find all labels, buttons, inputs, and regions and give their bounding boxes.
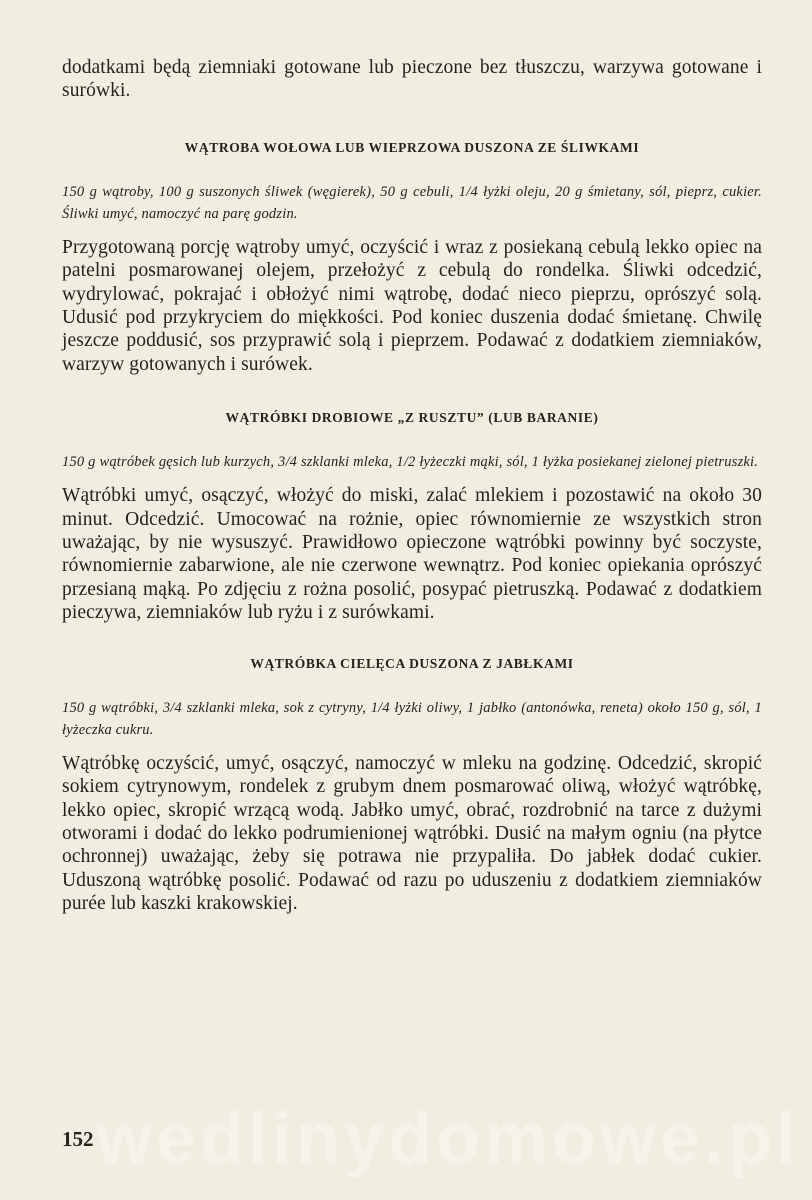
recipe-instructions-1: Przygotowaną porcję wątroby umyć, oczyścić i wraz z posiekaną cebulą lekko opiec na patelni posmarowanej olejem, przełożyć z cebulą do rondelka. Śliwki odcedzić, wydrylować, pokrajać i obłożyć nimi wątrobę, dodać nieco pieprzu, oprószyć solą. Udusić pod przykryciem do miękkości. Pod koniec duszenia dodać śmietanę. Chwilę jeszcze poddusić, sos przyprawić solą i pieprzem. Podawać z dodatkiem ziemniaków, warzyw gotowanych i surówek.	[62, 236, 762, 375]
recipe-section-2	[62, 410, 762, 624]
recipe-ingredients-2: 150 g wątróbek gęsich lub kurzych, 3/4 szklanki mleka, 1/2 łyżeczki mąki, sól, 1 łyżka posiekanej zielonej pietruszki.	[62, 454, 759, 471]
book-page	[62, 56, 762, 916]
recipe-section-1	[62, 140, 762, 376]
intro-paragraph: dodatkami będą ziemniaki gotowane lub pieczone bez tłuszczu, warzywa gotowane i surówki.	[62, 57, 762, 102]
page-number: 152	[62, 1127, 94, 1151]
recipe-instructions-3: Wątróbkę oczyścić, umyć, osączyć, namoczyć w mleku na godzinę. Odcedzić, skropić sokiem cytrynowym, rondelek z grubym dnem posmarować oliwą, włożyć wątróbkę, lekko opiec, skropić wrzącą wodą. Jabłko umyć, obrać, rozdrobnić na tarce z dużymi otworami i dodać do lekko podrumienionej wątróbki. Dusić na małym ogniu (na płytce ochronnej) uważając, żeby się potrawa nie przypaliła. Do jabłek dodać cukier. Uduszoną wątróbkę posolić. Podawać od razu po uduszeniu z dodatkiem ziemniaków purée lub kaszki krakowskiej.	[62, 752, 762, 915]
recipe-ingredients-1: 150 g wątroby, 100 g suszonych śliwek (węgierek), 50 g cebuli, 1/4 łyżki oleju, 20 g śmietany, sól, pieprz, cukier. Śliwki umyć, namoczyć na parę godzin.	[62, 183, 762, 222]
recipe-title-2: WĄTRÓBKI DROBIOWE „Z RUSZTU” (LUB BARANIE)	[225, 410, 599, 426]
recipe-title-1: WĄTROBA WOŁOWA LUB WIEPRZOWA DUSZONA ZE ŚLIWKAMI	[184, 139, 640, 155]
recipe-section-3	[62, 656, 762, 916]
watermark-text: wedlinydomowe.pl	[96, 1099, 801, 1179]
recipe-ingredients-3: 150 g wątróbki, 3/4 szklanki mleka, sok z cytryny, 1/4 łyżki oliwy, 1 jabłko (antonówka, reneta) około 150 g, sól, 1 łyżeczka cukru.	[62, 699, 762, 738]
recipe-instructions-2: Wątróbki umyć, osączyć, włożyć do miski, zalać mlekiem i pozostawić na około 30 minut. Odcedzić. Umocować na rożnie, opiec równomiernie ze wszystkich stron uważając, by nie wysuszyć. Prawidłowo opieczone wątróbki powinny być soczyste, równomiernie zabarwione, ale nie czerwone wewnątrz. Pod koniec opiekania oprószyć przesianą mąką. Po zdjęciu z rożna posolić, posypać pietruszką. Podawać z dodatkiem pieczywa, ziemniaków lub ryżu i z surówkami.	[62, 485, 762, 624]
recipe-title-3: WĄTRÓBKA CIELĘCA DUSZONA Z JABŁKAMI	[250, 655, 574, 671]
